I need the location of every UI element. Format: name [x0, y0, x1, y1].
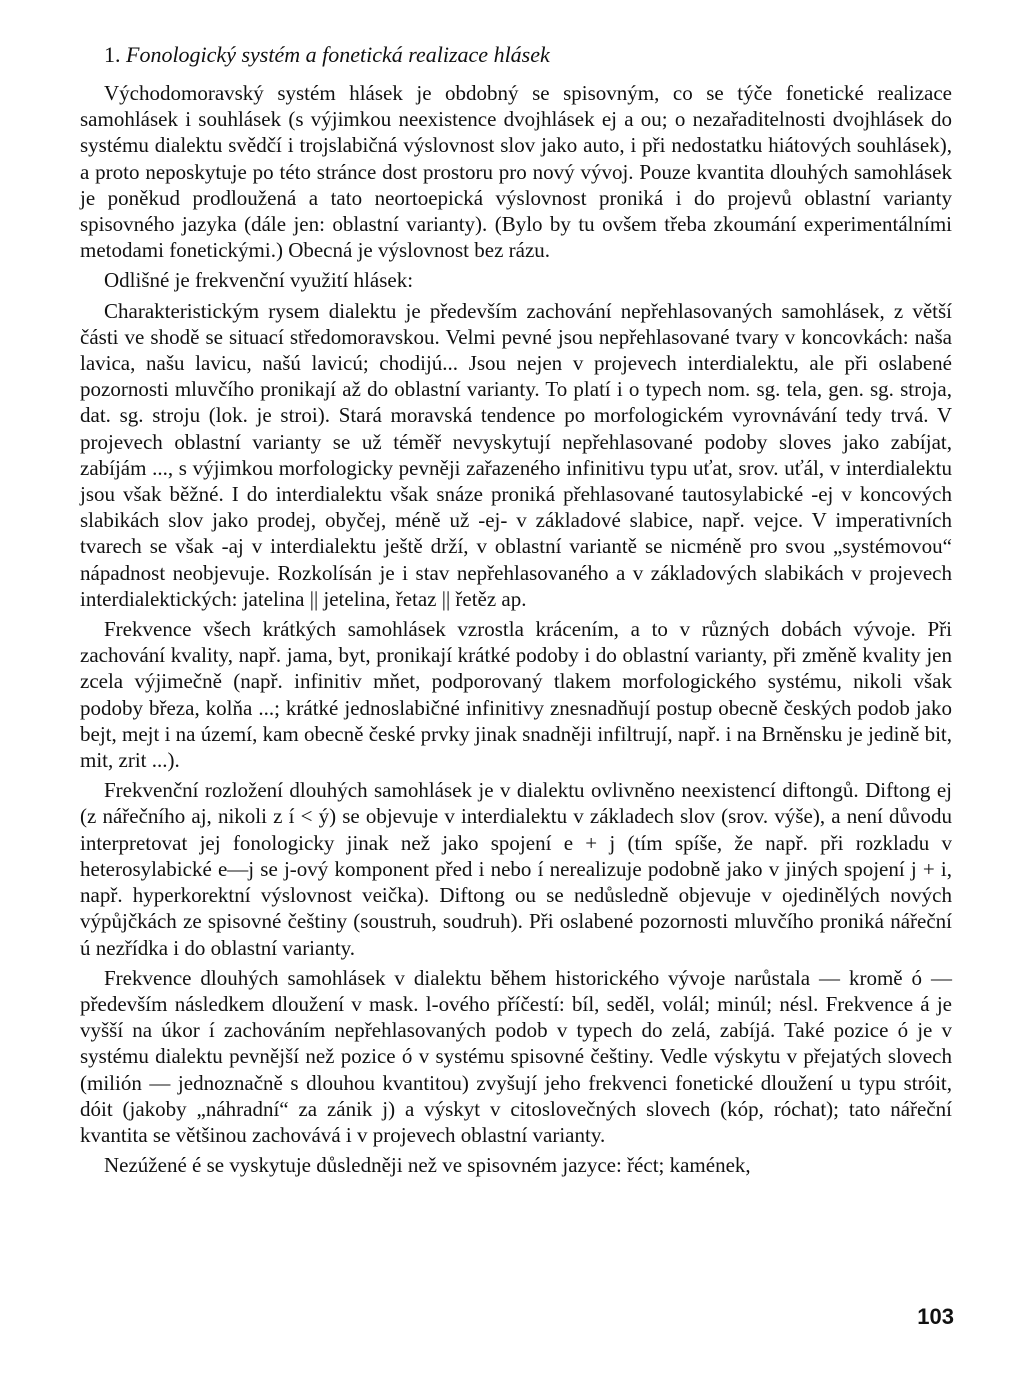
- paragraph-diphthongs: Frekvenční rozložení dlouhých samohlásek je v dialektu ovlivněno neexistencí diftongů. Diftong ej (z nářečního aj, nikoli z í < ý) se objevuje v interdialektu v základech slov (srov. výše), a není důvodu interpretovat jej fonologicky jinak než jako spojení e + j (tím spíše, že např. při rozkladu v heterosylabické e—j se j-ový komponent před i nebo í nerealizuje podobně jako v jiných spojení j + i, např. hyperkorektní výslovnost veička). Diftong ou se nedůsledně objevuje v ojedinělých nových výpůjčkách ze spisovné češtiny (soustruh, soudruh). Při oslabené pozornosti mluvčího proniká nářeční ú nezřídka i do oblastní varianty.: [80, 778, 952, 960]
- body-text: [80, 80, 952, 1182]
- paragraph-long-vowels: Frekvence dlouhých samohlásek v dialektu během historického vývoje narůstala — kromě ó — především následkem dloužení v mask. l-ového příčestí: bíl, seděl, volál; minúl; nésl. Frekvence á je vyšší na úkor í zachováním nepřehlasovaných podob v typech do zelá, zabíjá. Také pozice ó je v systému dialektu pevnější než pozice ó v systému spisovné češtiny. Vedle výskytu v přejatých slovech (milión — jednoznačně s dlouhou kvantitou) zvyšují jeho frekvenci fonetické dloužení u typu stróit, dóit (jakoby „náhradní“ za zánik j) a výskyt v citoslovečných slovech (kóp, róchat); tato nářeční kvantita se většinou zachovává i v projevech oblastní varianty.: [80, 965, 952, 1147]
- paragraph-short-vowels: Frekvence všech krátkých samohlásek vzrostla krácením, a to v různých dobách vývoje. Při zachování kvality, např. jama, byt, pronikají krátké podoby i do oblastní varianty, při změně kvality jen zcela výjimečně (např. infinitiv mňet, podporovaný tlakem morfologického systému, nikoli však podoby březa, kolňa ...; krátké jednoslabičné infinitivy znesnadňují postup obecně českých podob jako bejt, mejt i na území, kam obecně české prvky jinak snadněji infiltrují, např. i na Brněnsku je jedině bit, mit, zrit ...).: [80, 617, 952, 773]
- section-heading: [104, 40, 924, 70]
- paragraph-unnarrowed-e: Nezúžené é se vyskytuje důsledněji než ve spisovném jazyce: řéct; kamének,: [104, 1153, 751, 1178]
- paragraph-phonetic-realization: Východomoravský systém hlásek je obdobný se spisovným, co se týče fonetické realizace samohlásek i souhlásek (s výjimkou neexistence dvojhlásek ej a ou; o nezařaditelnosti dvojhlásek do systému dialektu svědčí i trojslabičná výslovnost slov jako auto, i při nedostatku hiátových souhlásek), a proto neposkytuje po této stránce dost prostoru pro nový vývoj. Pouze kvantita dlouhých samohlásek je poněkud prodloužená a tato neortoepická výslovnost proniká i do projevů oblastní varianty spisovného jazyka (dále jen: oblastní varianty). (Bylo by tu ovšem třeba zkoumání experimentálními metodami fonetickými.) Obecná je výslovnost bez rázu.: [80, 81, 952, 263]
- paragraph-unumlauted-vowels: Charakteristickým rysem dialektu je především zachování nepřehlasovaných samohlásek, z větší části ve shodě se situací středomoravskou. Velmi pevné jsou nepřehlasované tvary v koncovkách: naša lavica, našu lavicu, našú lavicú; chodijú... Jsou nejen v projevech interdialektu, ale při oslabené pozornosti mluvčího pronikají až do oblastní varianty. To platí i o typech nom. sg. tela, gen. sg. stroja, dat. sg. stroju (lok. je stroi). Stará moravská tendence po morfologickém vyrovnávání tedy trvá. V projevech oblastní varianty se už téměř nevyskytují nepřehlasované podoby sloves jako zabíjat, zabíjám ..., s výjimkou morfologicky pevněji zařazeného infinitivu typu uťat, srov. uťál, v interdialektu jsou však běžné. I do interdialektu však snáze proniká přehlasované tautosylabické -ej v koncových slabikách slov jako prodej, obyčej, méně už -ej- v základové slabice, např. vejce. V imperativních tvarech se však -aj v interdialektu ještě drží, v oblastní variantě se nicméně pro svou „systémovou“ nápadnost neobjevuje. Rozkolísán je i stav nepřehlasovaného a v základových slabikách v projevech interdialektických: jatelina || jetelina, řetaz || řetěz ap.: [80, 298, 952, 611]
- section-number: 1.: [104, 42, 121, 67]
- section-title: Fonologický systém a fonetická realizace hlásek: [126, 42, 550, 67]
- page-number: 103: [917, 1304, 954, 1329]
- paragraph-frequency-intro: Odlišné je frekvenční využití hlásek:: [104, 268, 414, 293]
